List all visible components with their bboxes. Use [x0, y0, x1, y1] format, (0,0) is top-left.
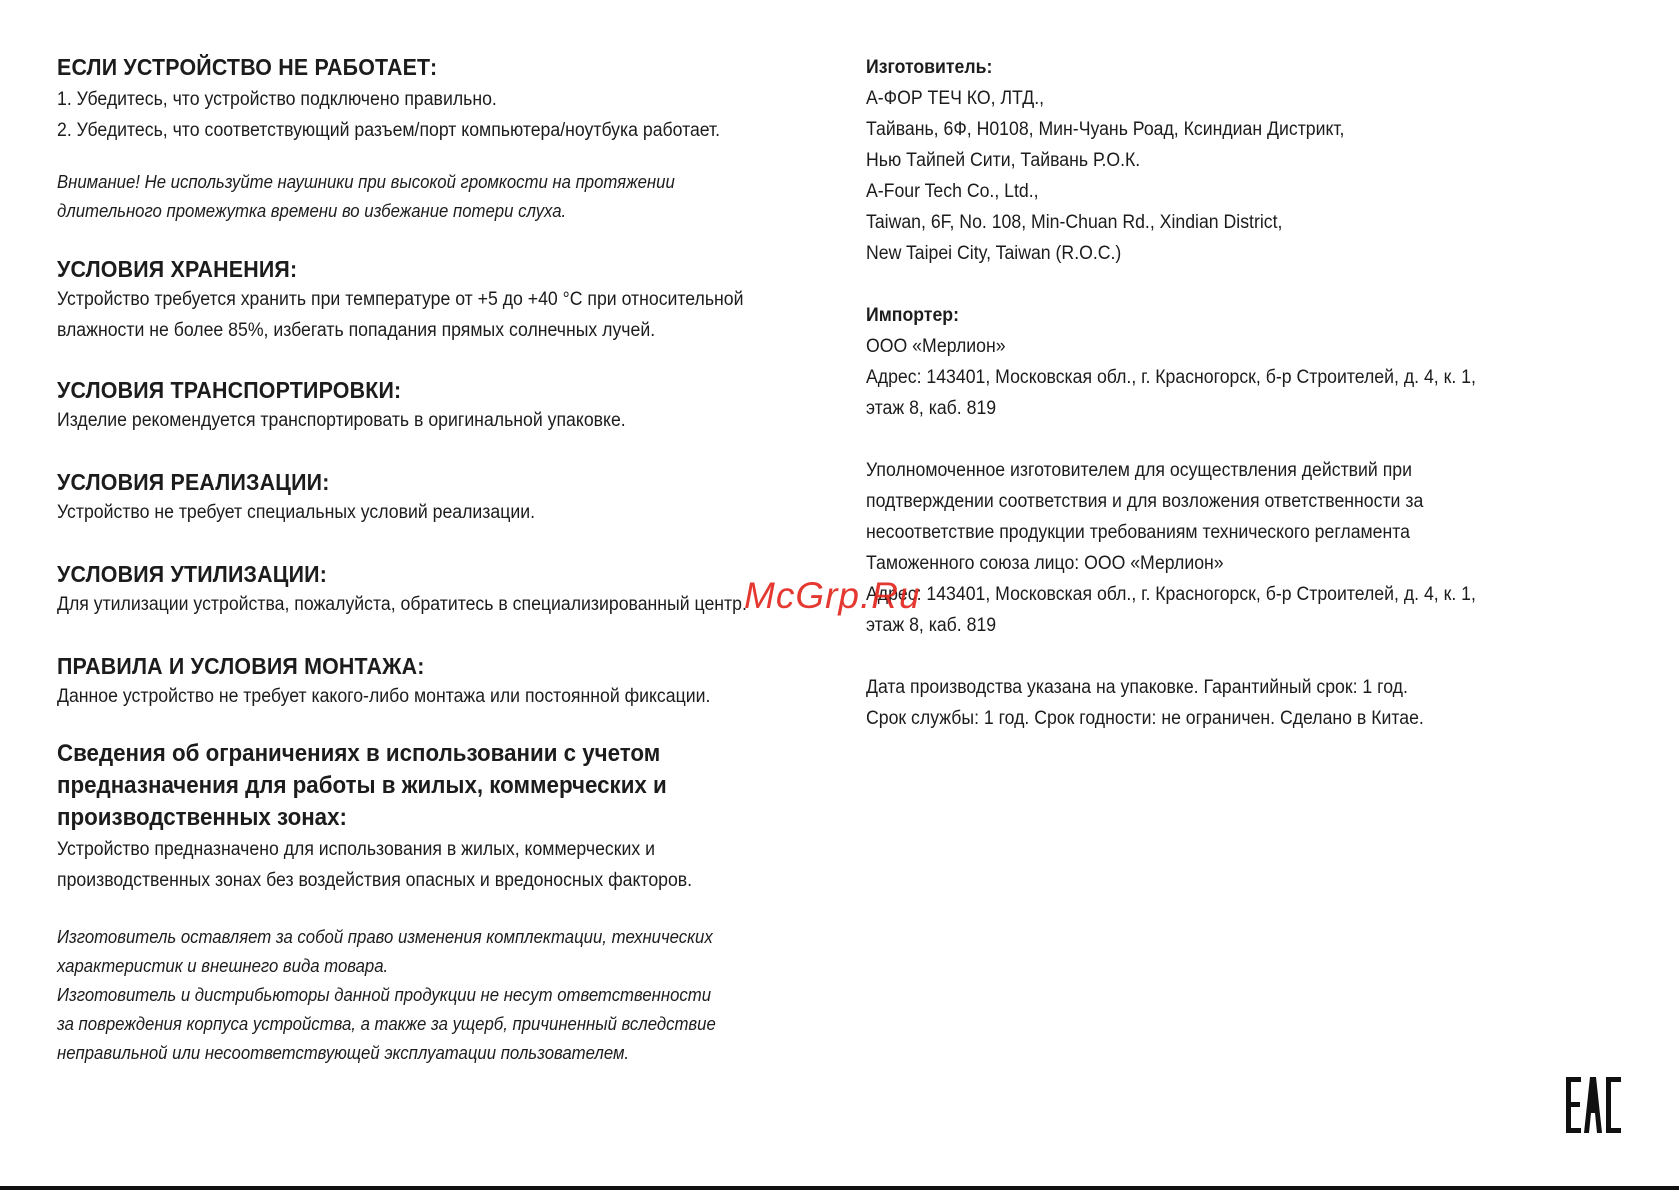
disclaimer-text: Изготовитель оставляет за собой право изменения комплектации, технических — [57, 927, 713, 947]
left-column — [57, 52, 857, 1068]
authorized-line: Уполномоченное изготовителем для осуществления действий при — [866, 460, 1412, 481]
section-heading-not-working: ЕСЛИ УСТРОЙСТВО НЕ РАБОТАЕТ: — [57, 54, 438, 80]
list-item: 2. Убедитесь, что соответствующий разъем/порт компьютера/ноутбука работает. — [57, 120, 721, 141]
manufacturer-line: А-ФОР ТЕЧ КО, ЛТД., — [866, 88, 1045, 109]
section-heading-restrictions: Сведения об ограничениях в использовании с учетом — [57, 740, 661, 767]
authorized-line: несоответствие продукции требованиям технического регламента — [866, 522, 1410, 543]
eac-logo-icon — [1566, 1077, 1622, 1133]
manufacturer-line: New Taipei City, Taiwan (R.O.C.) — [866, 243, 1122, 264]
section-heading-storage: УСЛОВИЯ ХРАНЕНИЯ: — [57, 256, 298, 282]
warning-text: длительного промежутка времени во избежание потери слуха. — [57, 201, 567, 221]
authorized-line: Адрес: 143401, Московская обл., г. Красногорск, б-р Строителей, д. 4, к. 1, — [866, 584, 1476, 605]
disclaimer-text: характеристик и внешнего вида товара. — [57, 956, 389, 976]
authorized-line: Таможенного союза лицо: ООО «Мерлион» — [866, 553, 1224, 574]
disclaimer-text: за повреждения корпуса устройства, а также за ущерб, причиненный вследствие — [57, 1014, 716, 1034]
right-column — [866, 52, 1646, 734]
manufacturer-line: A-Four Tech Co., Ltd., — [866, 181, 1039, 202]
production-line: Дата производства указана на упаковке. Гарантийный срок: 1 год. — [866, 677, 1408, 698]
mounting-text: Данное устройство не требует какого-либо монтажа или постоянной фиксации. — [57, 686, 711, 707]
production-line: Срок службы: 1 год. Срок годности: не ограничен. Сделано в Китае. — [866, 708, 1424, 729]
storage-text: влажности не более 85%, избегать попадания прямых солнечных лучей. — [57, 320, 656, 341]
importer-line: этаж 8, каб. 819 — [866, 398, 997, 419]
transport-text: Изделие рекомендуется транспортировать в оригинальной упаковке. — [57, 410, 626, 431]
restrictions-text: Устройство предназначено для использования в жилых, коммерческих и — [57, 839, 655, 860]
authorized-line: подтверждении соответствия и для возложения ответственности за — [866, 491, 1424, 512]
section-heading-disposal: УСЛОВИЯ УТИЛИЗАЦИИ: — [57, 561, 328, 587]
bottom-divider — [0, 1186, 1679, 1190]
section-heading-sale: УСЛОВИЯ РЕАЛИЗАЦИИ: — [57, 469, 330, 495]
storage-text: Устройство требуется хранить при температуре от +5 до +40 °С при относительной — [57, 289, 744, 310]
section-heading-restrictions: предназначения для работы в жилых, коммерческих и — [57, 772, 667, 799]
manufacturer-line: Taiwan, 6F, No. 108, Min-Chuan Rd., Xindian District, — [866, 212, 1283, 233]
restrictions-text: производственных зонах без воздействия опасных и вредоносных факторов. — [57, 870, 693, 891]
disposal-text: Для утилизации устройства, пожалуйста, обратитесь в специализированный центр. — [57, 594, 747, 615]
manufacturer-line: Нью Тайпей Сити, Тайвань Р.О.К. — [866, 150, 1141, 171]
sale-text: Устройство не требует специальных условий реализации. — [57, 502, 535, 523]
disclaimer-text: Изготовитель и дистрибьюторы данной продукции не несут ответственности — [57, 985, 712, 1005]
disclaimer-text: неправильной или несоответствующей эксплуатации пользователем. — [57, 1043, 630, 1063]
section-heading-transport: УСЛОВИЯ ТРАНСПОРТИРОВКИ: — [57, 377, 402, 403]
warning-text: Внимание! Не используйте наушники при высокой громкости на протяжении — [57, 172, 675, 192]
importer-line: ООО «Мерлион» — [866, 336, 1006, 357]
importer-line: Адрес: 143401, Московская обл., г. Красногорск, б-р Строителей, д. 4, к. 1, — [866, 367, 1476, 388]
watermark: McGrp.Ru — [744, 575, 921, 616]
list-item: 1. Убедитесь, что устройство подключено правильно. — [57, 89, 497, 110]
section-heading-restrictions: производственных зонах: — [57, 804, 347, 831]
authorized-line: этаж 8, каб. 819 — [866, 615, 997, 636]
manufacturer-label: Изготовитель: — [866, 57, 993, 78]
section-heading-mounting: ПРАВИЛА И УСЛОВИЯ МОНТАЖА: — [57, 653, 425, 679]
importer-label: Импортер: — [866, 305, 959, 326]
manufacturer-line: Тайвань, 6Ф, Н0108, Мин-Чуань Роад, Ксиндиан Дистрикт, — [866, 119, 1345, 140]
